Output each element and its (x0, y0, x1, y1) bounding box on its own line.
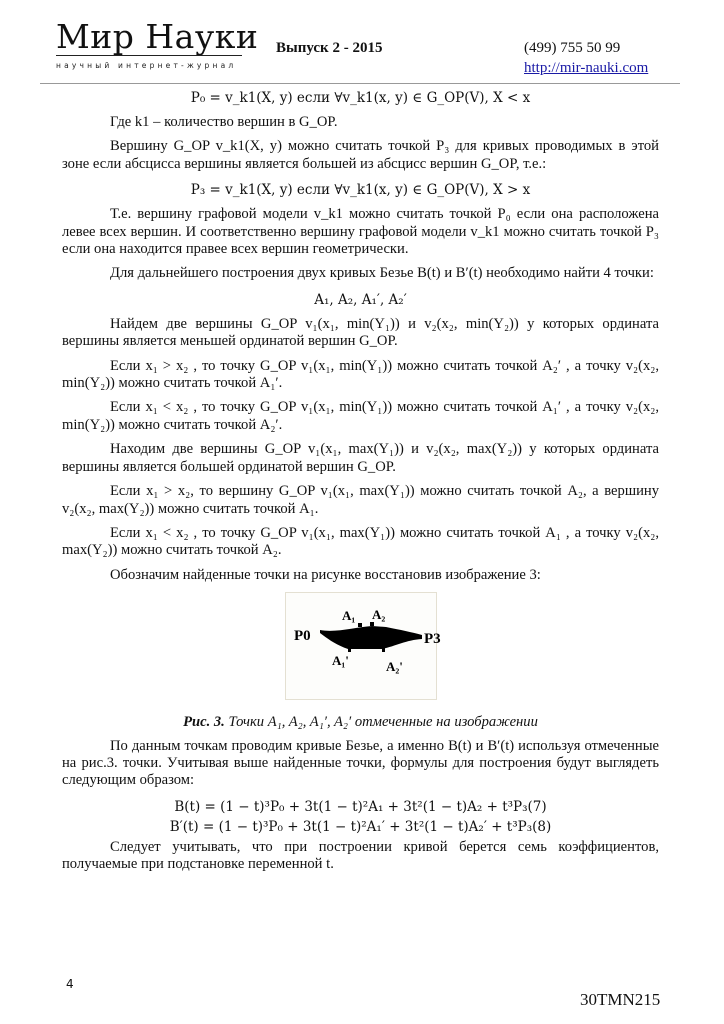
header-divider (40, 83, 680, 84)
paragraph: Если x₁ < x₂ , то точку G_OP v₁(x₁, max(Y₁)) можно считать точкой A₁ , а точку v₂(x₂, max(Y₂)) можно считать точкой A₂. (62, 524, 659, 559)
journal-logo: Мир Науки (56, 17, 259, 56)
page-number: 4 (66, 977, 74, 991)
article-body (62, 88, 659, 881)
logo-underline (56, 55, 242, 56)
paragraph: Т.е. вершину графовой модели v_k1 можно считать точкой P₀ если она расположена левее всех вершин. И соответственно вершину графовой модели v_k1 можно считать точкой P₃ если она находится правее всех вершин геометрически. (62, 206, 659, 258)
figure-3 (285, 592, 441, 700)
figure-caption (62, 714, 659, 731)
shape-silhouette (320, 626, 422, 649)
paragraph: По данным точкам проводим кривые Безье, а именно B(t) и B′(t) используя отмеченные на рис.3. точки. Учитывая выше найденные точки, формулы для построения будут выглядеть следующим образом: (62, 737, 659, 789)
issue-label: Выпуск 2 - 2015 (276, 40, 383, 56)
formula-p3: P₃ = v_k1(X, y) если ∀v_k1(x, y) ∈ G_OP(V), X > x (190, 182, 531, 199)
paragraph: Если x₁ < x₂ , то точку G_OP v₁(x₁, min(Y₁)) можно считать точкой A₁′ , а точку v₂(x₂, min(Y₂)) можно считать точкой A₂′. (62, 399, 659, 433)
caption-label: Рис. 3. (183, 714, 225, 731)
paragraph: Где k1 – количество вершин в G_OP. (110, 114, 338, 130)
label-a1-prime: A₁' (331, 653, 349, 669)
caption-text: Точки A₁, A₂, A₁′, A₂′ отмеченные на изображении (224, 714, 538, 731)
label-a1: A₁ (341, 608, 355, 624)
paragraph: Для дальнейшего построения двух кривых Безье B(t) и B′(t) необходимо найти 4 точки: (110, 265, 654, 282)
paragraph: Находим две вершины G_OP v₁(x₁, max(Y₁)) и v₂(x₂, max(Y₂)) у которых ордината вершины является большей ординатой вершин G_OP. (62, 441, 659, 475)
website-link[interactable]: http://mir-nauki.com (524, 60, 649, 76)
label-p0: P0 (293, 628, 311, 645)
article-code: 30TMN215 (580, 990, 661, 1009)
point-a2-marker (370, 622, 374, 626)
formula-7: B(t) = (1 − t)³P₀ + 3t(1 − t)²A₁ + 3t²(1 − t)A₂ + t³P₃(7) (174, 798, 547, 815)
paragraph: Вершину G_OP v_k1(X, y) можно считать точкой P₃ для кривых проводимых в этой зоне если абсцисса вершины является большей из абсцисс вершин G_OP, т.е.: (62, 138, 659, 172)
paragraph: Следует учитывать, что при построении кривой берется семь коэффициентов, получаемые при подстановке переменной t. (62, 838, 659, 873)
label-a2: A₂ (371, 607, 385, 623)
paragraph: Найдем две вершины G_OP v₁(x₁, min(Y₁)) и v₂(x₂, min(Y₂)) у которых ордината вершины является меньшей ординатой вершин G_OP. (62, 315, 659, 350)
label-p3: P3 (423, 631, 441, 648)
paragraph: Если x₁ > x₂ , то точку G_OP v₁(x₁, min(Y₁)) можно считать точкой A₂′ , а точку v₂(x₂, min(Y₂)) можно считать точкой A₁′. (62, 357, 659, 392)
formula-points: A₁, A₂, A₁′, A₂′ (314, 291, 407, 308)
point-a1-marker (358, 623, 362, 627)
point-a1p-marker (348, 648, 351, 652)
formula-8: B′(t) = (1 − t)³P₀ + 3t(1 − t)²A₁′ + 3t²(1 − t)A₂′ + t³P₃(8) (169, 818, 552, 835)
point-a2p-marker (382, 648, 385, 652)
phone-number: (499) 755 50 99 (524, 40, 621, 56)
paragraph: Если x₁ > x₂, то вершину G_OP v₁(x₁, max(Y₁)) можно считать точкой A₂, а вершину v₂(x₂, max(Y₂)) можно считать точкой A₁. (62, 483, 659, 517)
journal-header (0, 0, 724, 80)
logo-subtitle: научный интернет-журнал (56, 61, 237, 70)
figure-3-image (286, 593, 441, 699)
paragraph: Обозначим найденные точки на рисунке восстановив изображение 3: (110, 566, 541, 583)
formula-p0: P₀ = v_k1(X, y) если ∀v_k1(x, y) ∈ G_OP(V), X < x (190, 90, 531, 106)
label-a2-prime: A₂' (385, 659, 403, 675)
